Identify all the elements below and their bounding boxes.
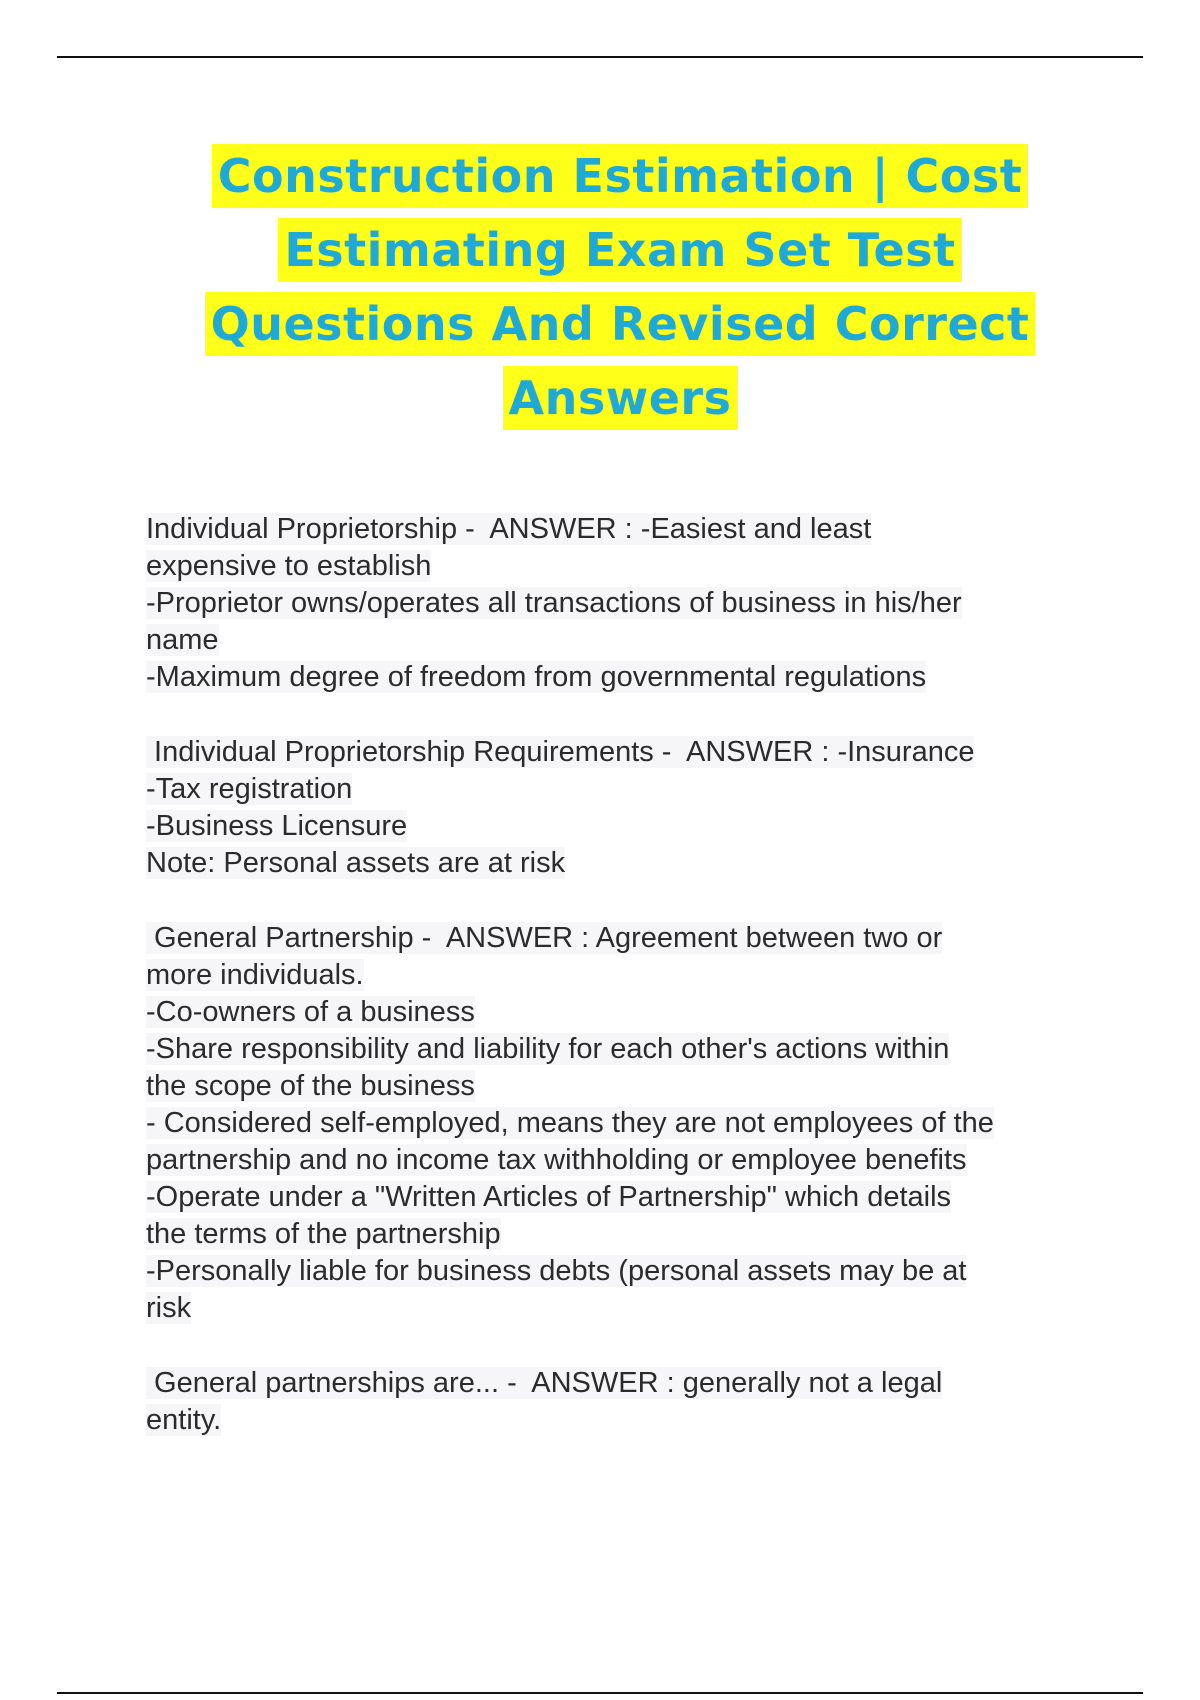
title-line: Answers — [150, 366, 1090, 430]
qa-line: -Maximum degree of freedom from governmental regulations — [146, 661, 927, 693]
qa-content — [146, 511, 1106, 1477]
qa-entry-proprietorship-requirements — [146, 734, 1106, 882]
qa-line: Individual Proprietorship - ANSWER : -Easiest and least — [146, 513, 872, 545]
title-line: Construction Estimation | Cost — [150, 144, 1090, 208]
qa-line: -Tax registration — [146, 773, 353, 805]
title-line: Estimating Exam Set Test — [150, 218, 1090, 282]
qa-line: General partnerships are... - ANSWER : generally not a legal — [146, 1367, 943, 1399]
qa-line: more individuals. — [146, 959, 364, 991]
qa-line: Note: Personal assets are at risk — [146, 847, 566, 879]
qa-line: Individual Proprietorship Requirements - ANSWER : -Insurance — [146, 736, 975, 768]
qa-line: expensive to establish — [146, 550, 432, 582]
qa-line: -Proprietor owns/operates all transactions of business in his/her — [146, 587, 962, 619]
top-rule — [57, 56, 1143, 58]
qa-line: -Operate under a "Written Articles of Partnership" which details — [146, 1181, 952, 1213]
qa-entry-general-partnership — [146, 920, 1106, 1327]
title-line: Questions And Revised Correct — [150, 292, 1090, 356]
document-title — [150, 144, 1090, 440]
qa-line: name — [146, 624, 219, 656]
qa-line: -Business Licensure — [146, 810, 408, 842]
bottom-rule — [57, 1692, 1143, 1694]
qa-entry-general-partnerships-are — [146, 1365, 1106, 1439]
qa-line: the terms of the partnership — [146, 1218, 501, 1250]
qa-line: -Co-owners of a business — [146, 996, 475, 1028]
qa-line: the scope of the business — [146, 1070, 475, 1102]
qa-line: partnership and no income tax withholding or employee benefits — [146, 1144, 967, 1176]
qa-line: -Share responsibility and liability for each other's actions within — [146, 1033, 950, 1065]
qa-entry-individual-proprietorship — [146, 511, 1106, 696]
qa-line: risk — [146, 1292, 192, 1324]
qa-line: - Considered self-employed, means they are not employees of the — [146, 1107, 994, 1139]
qa-line: entity. — [146, 1404, 222, 1436]
qa-line: -Personally liable for business debts (personal assets may be at — [146, 1255, 967, 1287]
qa-line: General Partnership - ANSWER : Agreement between two or — [146, 922, 943, 954]
